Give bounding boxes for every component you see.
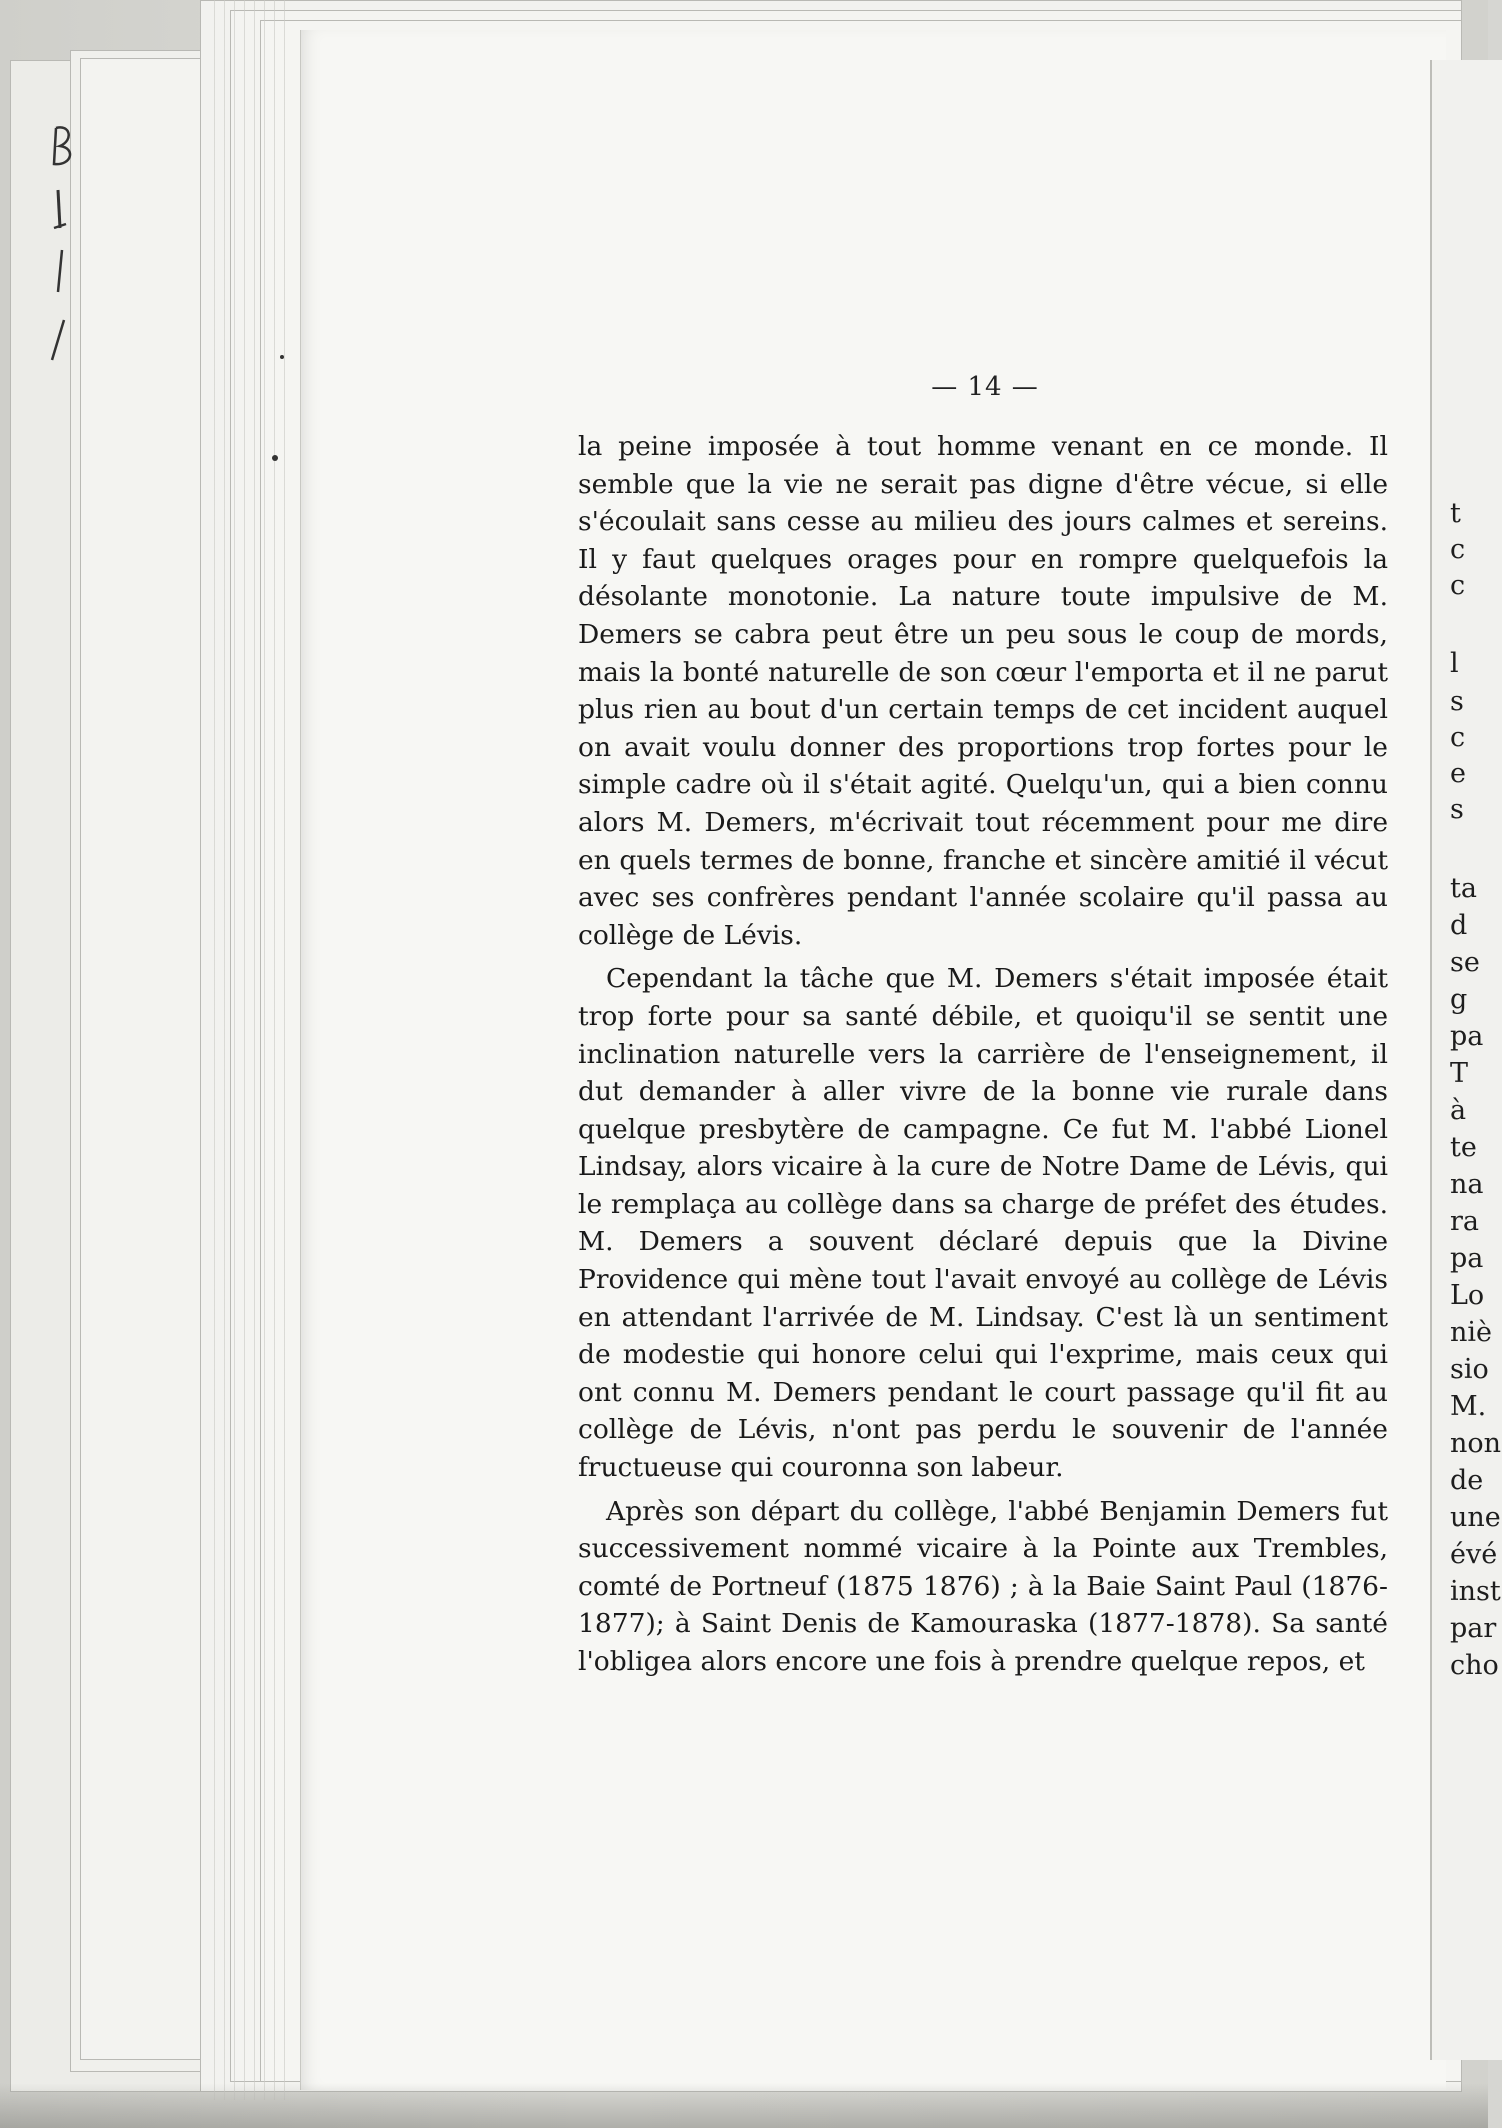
facing-fragment: par: [1450, 1613, 1497, 1644]
facing-fragment: pa: [1450, 1243, 1484, 1274]
facing-page: [1430, 60, 1502, 2060]
handwriting-icon: [40, 120, 100, 380]
facing-fragment: na: [1450, 1169, 1484, 1200]
facing-fragment: l: [1450, 648, 1459, 679]
facing-fragment: ra: [1450, 1206, 1480, 1237]
facing-fragment: se: [1450, 947, 1480, 978]
facing-fragment: T: [1450, 1058, 1469, 1089]
facing-fragment: ta: [1450, 873, 1477, 904]
handwritten-margin-note: [40, 120, 100, 380]
paragraph-3: Après son départ du collège, l'abbé Benjamin Demers fut successivement nommé vicaire à la Pointe aux Trembles, comté de Portneuf (1875 1876) ; à la Baie Saint Paul (1876-1877); à Saint Denis de Kamouraska (1877-1878). Sa santé l'obligea alors encore une fois à prendre quelque repos, et: [578, 1495, 1388, 1677]
facing-fragment: une: [1450, 1502, 1501, 1533]
facing-fragment: évé: [1450, 1539, 1498, 1570]
facing-fragment: s: [1450, 686, 1464, 717]
facing-fragment: pa: [1450, 1021, 1484, 1052]
facing-fragment: e: [1450, 758, 1466, 789]
facing-fragment: c: [1450, 722, 1466, 753]
speck: [280, 355, 284, 359]
facing-fragment: d: [1450, 910, 1468, 941]
facing-fragment: te: [1450, 1132, 1477, 1163]
facing-fragment: de: [1450, 1465, 1484, 1496]
page-number: — 14 —: [931, 372, 1039, 402]
facing-fragment: g: [1450, 984, 1468, 1015]
facing-fragment: c: [1450, 534, 1466, 565]
facing-fragment: Lo: [1450, 1280, 1485, 1311]
facing-fragment: t: [1450, 498, 1461, 529]
facing-fragment: sio: [1450, 1354, 1489, 1385]
facing-fragment: cho: [1450, 1650, 1499, 1681]
facing-fragment: non: [1450, 1428, 1502, 1459]
speck: [272, 455, 278, 461]
body-text: [578, 428, 1388, 1681]
paragraph-1: la peine imposée à tout homme venant en ce monde. Il semble que la vie ne serait pas digne d'être vécue, si elle s'écoulait sans cesse au milieu des jours calmes et sereins. Il y faut quelques orages pour en rompre quelquefois la désolante monotonie. La nature toute impulsive de M. Demers se cabra peut être un peu sous le coup de mords, mais la bonté naturelle de son cœur l'emporta et il ne parut plus rien au bout d'un certain temps de cet incident auquel on avait voulu donner des proportions trop fortes pour le simple cadre où il s'était agité. Quelqu'un, qui a bien connu alors M. Demers, m'écrivait tout récemment pour me dire en quels termes de bonne, franche et sincère amitié il vécut avec ses confrères pendant l'année scolaire qu'il passa au collège de Lévis.: [578, 431, 1388, 951]
spine-page-lines: [205, 0, 285, 2100]
facing-fragment: M.: [1450, 1391, 1487, 1422]
scan-bottom-shadow: [0, 2083, 1488, 2128]
facing-fragment: s: [1450, 794, 1464, 825]
paragraph-2: Cependant la tâche que M. Demers s'était imposée était trop forte pour sa santé débile, et quoiqu'il se sentit une inclination naturelle vers la carrière de l'enseignement, il dut demander à aller vivre de la bonne vie rurale dans quelque presbytère de campagne. Ce fut M. l'abbé Lionel Lindsay, alors vicaire à la cure de Notre Dame de Lévis, qui le remplaça au collège dans sa charge de préfet des études. M. Demers a souvent déclaré depuis que la Divine Providence qui mène tout l'avait envoyé au collège de Lévis en attendant l'arrivée de M. Lindsay. C'est là un sentiment de modestie qui honore celui qui l'exprime, mais ceux qui ont connu M. Demers pendant le court passage qu'il fit au collège de Lévis, n'ont pas perdu le souvenir de l'année fructueuse qui couronna son labeur.: [578, 963, 1388, 1484]
facing-fragment: inst: [1450, 1576, 1501, 1607]
facing-fragment: niè: [1450, 1317, 1493, 1348]
facing-fragment: c: [1450, 570, 1466, 601]
facing-fragment: à: [1450, 1095, 1467, 1126]
